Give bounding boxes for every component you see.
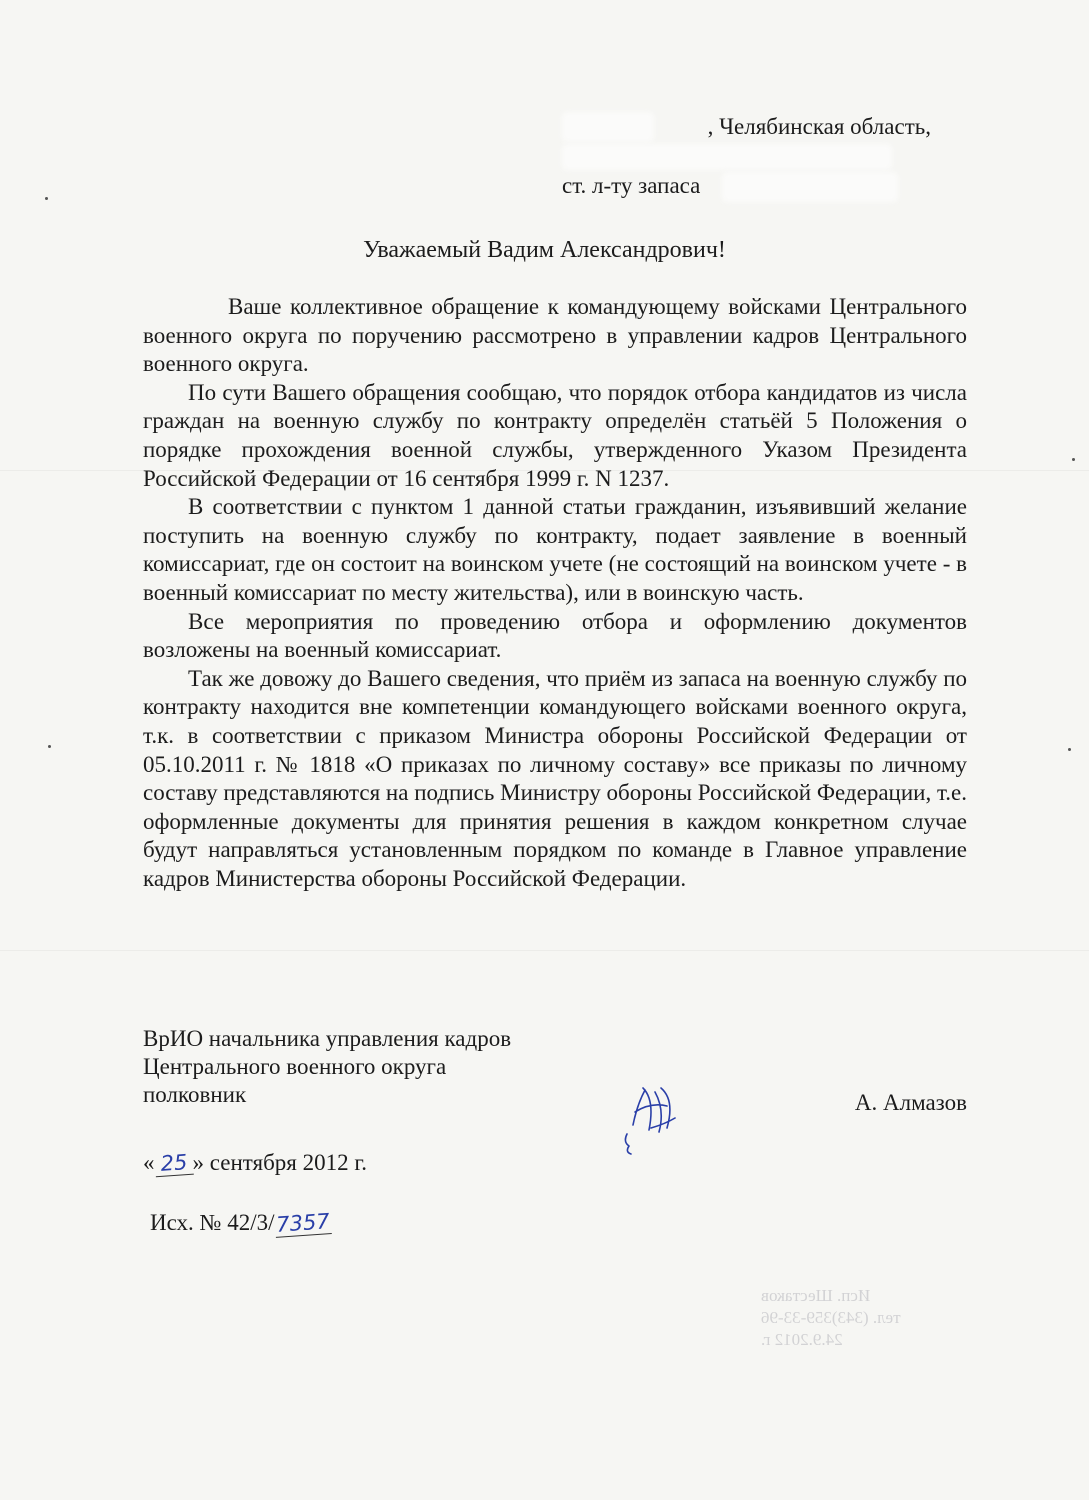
- body-paragraph-5: Так же довожу до Вашего сведения, что приём из запаса на военную службу по контракту находится вне компетенции командующего войсками военного округа, т.к. в соответствии с приказом Министра обороны Российской Федерации от 05.10.2011 г. № 1818 «О приказах по личному составу» все приказы по личному составу представляются на подпись Министру обороны Российской Федерации, т.е. оформленные документы для принятия решения в каждом конкретном случае будут направляться установленным порядком по команде в Главное управление кадров Министерства обороны Российской Федерации.: [143, 665, 967, 891]
- signatory-name: А. Алмазов: [854, 1090, 967, 1115]
- body-paragraph-3: В соответствии с пунктом 1 данной статьи гражданин, изъявивший желание поступить на военную службу по контракту, подает заявление в военный комиссариат, где он состоит на воинском учете (не состоящий на воинском учете - в военный комиссариат по месту жительства), или в воинскую часть.: [143, 494, 967, 605]
- signatory-rank: полковник: [143, 1082, 247, 1107]
- date-month-year: » сентября 2012 г.: [192, 1150, 367, 1175]
- date-day-handwritten: 25: [154, 1150, 194, 1178]
- body-paragraph-2: По сути Вашего обращения сообщаю, что порядок отбора кандидатов из числа граждан на военную службу по контракту определён статьёй 5 Положения о порядке прохождения военной службы, утвержденного Указом Президента Российской Федерации от 16 сентября 1999 г. N 1237.: [143, 379, 967, 491]
- outgoing-number-handwritten: 7357: [274, 1209, 330, 1237]
- signatory-position: ВрИО начальника управления кадров: [143, 1026, 512, 1051]
- signature-block: [143, 1025, 511, 1109]
- executor-phone: тел. (343)359-33-96: [761, 1308, 901, 1327]
- letter-date: [143, 1150, 367, 1176]
- salutation: Уважаемый Вадим Александрович!: [363, 237, 726, 263]
- executor-stamp-bleedthrough: [761, 1285, 901, 1351]
- executor-name: Исп. Шестаков: [761, 1286, 871, 1305]
- outgoing-number: [150, 1210, 331, 1236]
- scan-speck: [48, 745, 51, 748]
- executor-date: 24.9.2012 г.: [761, 1330, 843, 1349]
- redaction-mark: [722, 172, 898, 202]
- body-paragraph-4: Все мероприятия по проведению отбора и оформлению документов возложены на военный комиссариат.: [143, 608, 967, 663]
- scan-speck: [45, 197, 48, 200]
- redaction-mark: [562, 112, 654, 142]
- address-line-1: , Челябинская область,: [707, 114, 931, 139]
- date-open-quote: «: [143, 1150, 155, 1175]
- paper-fold-line: [0, 950, 1089, 951]
- outgoing-prefix: Исх. № 42/3/: [150, 1210, 275, 1235]
- address-line-3: ст. л-ту запаса: [562, 173, 701, 198]
- letter-body: [143, 293, 967, 893]
- redaction-mark: [562, 144, 892, 170]
- signatory-organization: Центрального военного округа: [143, 1054, 447, 1079]
- scan-speck: [1068, 748, 1071, 751]
- handwritten-signature: [615, 1070, 685, 1160]
- scan-speck: [1072, 458, 1075, 461]
- body-paragraph-1: Ваше коллективное обращение к командующему войсками Центрального военного округа по поручению рассмотрено в управлении кадров Центрального военного округа.: [143, 294, 967, 377]
